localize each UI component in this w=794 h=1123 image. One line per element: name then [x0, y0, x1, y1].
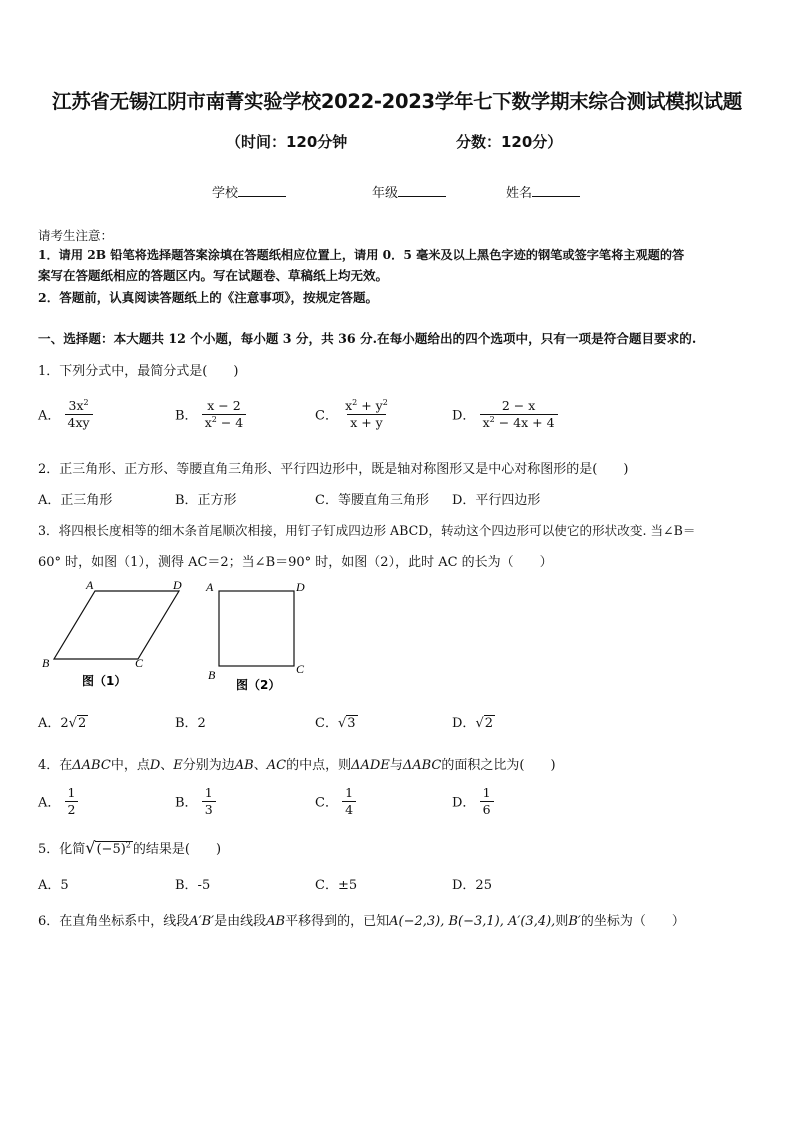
q3-option-b: B．2	[175, 716, 206, 731]
exam-time: （时间：120分钟	[226, 133, 348, 151]
fig1-label-b: B	[42, 656, 50, 670]
q1-c-num-b: + y	[357, 398, 383, 414]
school-label: 学校	[212, 186, 239, 201]
fig1-label-c: C	[135, 656, 144, 670]
q6-stem	[38, 910, 685, 929]
q3-d-label: D．	[452, 716, 476, 731]
q4-s1: 4．在	[38, 758, 73, 773]
fig1-label-d: D	[173, 578, 182, 592]
q5-sqrt-sign: √	[85, 838, 96, 857]
q2-stem: 2．正三角形、正方形、等腰直角三角形、平行四边形中，既是轴对称图形又是中心对称图形的是( )	[38, 462, 629, 477]
q1-c-fraction	[342, 398, 391, 430]
q4-point-d: D	[149, 758, 161, 773]
q3-figure-2	[200, 575, 330, 697]
q4-side-ac: AC	[266, 758, 287, 773]
q6-s3: 是由线段	[214, 914, 267, 929]
q5-option-b: B．-5	[175, 878, 211, 893]
school-blank	[238, 184, 286, 197]
q3-a-radicand: 2	[77, 716, 87, 731]
q4-c-label: C．	[315, 795, 338, 811]
q1-d-den-exp: 2	[489, 414, 495, 424]
q4-c-den: 4	[342, 801, 356, 818]
q4-s5: 、	[160, 758, 174, 773]
q5-s2: 的结果是( )	[132, 842, 222, 857]
q4-b-label: B．	[175, 795, 198, 811]
q4-a-num: 1	[67, 785, 76, 800]
q3-option-d	[452, 712, 495, 731]
notice-heading: 请考生注意：	[38, 228, 114, 243]
q1-c-num-a-exp: 2	[352, 398, 358, 407]
fig2-label-b: B	[208, 668, 216, 682]
q3-figure-1	[38, 575, 198, 695]
fig2-label-a: A	[206, 580, 214, 594]
q1-a-fraction	[65, 398, 93, 430]
q6-s9: 的坐标为（ ）	[580, 914, 685, 929]
fig1-label-a: A	[86, 578, 94, 592]
q1-c-num-b-exp: 2	[382, 398, 388, 407]
notice-line1b: 案写在答题纸相应的答题区内。写在试题卷、草稿纸上均无效。	[38, 268, 389, 283]
q3-stem-line2: 60° 时，如图（1），测得 AC＝2；当∠B＝90° 时，如图（2），此时 AC 的长为（ ）	[38, 555, 553, 570]
q5-rad-exp: 2	[125, 840, 131, 850]
q3-option-a	[38, 712, 88, 731]
q1-b-num: x − 2	[207, 398, 241, 413]
q5-option-c: C．±5	[315, 878, 358, 893]
q5-stem	[38, 838, 221, 857]
q1-b-fraction	[202, 398, 247, 430]
q6-segment-ab: AB	[266, 914, 286, 929]
q6-s1: 6．在直角坐标系中，线段	[38, 914, 190, 929]
fig2-label-d: D	[296, 580, 305, 594]
q1-d-den-a: x	[482, 414, 490, 430]
q1-d-fraction	[480, 398, 558, 430]
q1-stem: 1．下列分式中，最简分式是( )	[38, 364, 239, 379]
q1-option-c	[315, 398, 391, 430]
name-field	[506, 182, 580, 201]
q5-rad-base: (−5)	[96, 842, 126, 857]
q4-option-a	[38, 785, 78, 817]
fig2-label-c: C	[296, 662, 305, 676]
fig2-caption: 图（2）	[236, 678, 281, 692]
q3-d-sqrt-sign: √	[475, 716, 484, 731]
q2-option-a: A．正三角形	[38, 493, 113, 508]
q3-c-sqrt-sign: √	[337, 716, 347, 731]
q4-triangle-ade: ΔADE	[351, 758, 390, 773]
q3-option-c	[315, 712, 358, 731]
q4-s3: 中，点	[110, 758, 150, 773]
name-blank	[532, 184, 580, 197]
fig1-caption: 图（1）	[82, 674, 127, 688]
rhombus-shape	[54, 591, 179, 659]
q1-d-den-tail: − 4x + 4	[494, 414, 555, 430]
q5-option-d: D．25	[452, 878, 492, 893]
q4-d-den: 6	[480, 801, 494, 818]
q1-b-den-exp: 2	[211, 414, 217, 424]
grade-field	[372, 182, 446, 201]
q2-option-c: C．等腰直角三角形	[315, 493, 429, 508]
q1-d-label: D．	[452, 408, 476, 424]
q1-a-num: 3x	[68, 398, 84, 414]
q4-s13: 与	[389, 758, 403, 773]
q4-s9: 、	[253, 758, 267, 773]
q1-a-num-exp: 2	[83, 398, 89, 407]
q1-c-num-a: x	[345, 398, 353, 414]
q4-b-den: 3	[202, 801, 216, 818]
q4-side-ab: AB	[234, 758, 254, 773]
q6-s5: 平移得到的，已知	[285, 914, 390, 929]
q4-triangle-abc: ΔABC	[72, 758, 111, 773]
q4-point-e: E	[173, 758, 183, 773]
notice-line1a: 1．请用 2B 铅笔将选择题答案涂填在答题纸相应位置上，请用 0．5 毫米及以上黑色字迹的钢笔或签字笔将主观题的答	[38, 248, 685, 262]
q3-d-radicand: 2	[484, 716, 494, 731]
q4-option-d	[452, 785, 494, 817]
q1-b-den-tail: − 4	[216, 414, 244, 430]
q1-b-label: B．	[175, 408, 198, 424]
q1-a-label: A．	[38, 408, 61, 424]
q3-stem-line1: 3．将四根长度相等的细木条首尾顺次相接，用钉子钉成四边形 ABCD，转动这个四边形可以使它的形状改变. 当∠B＝	[38, 523, 696, 538]
q6-s7: 则	[555, 914, 569, 929]
q3-c-label: C．	[315, 716, 338, 731]
q5-radicand	[95, 841, 132, 857]
q5-option-a: A．5	[38, 878, 69, 893]
q4-b-num: 1	[204, 785, 213, 800]
q1-option-d	[452, 398, 558, 430]
grade-blank	[398, 184, 446, 197]
q1-a-den: 4xy	[65, 414, 93, 431]
q4-d-label: D．	[452, 795, 476, 811]
grade-label: 年级	[372, 186, 399, 201]
q6-points: A(−2,3), B(−3,1), A′(3,4),	[389, 914, 556, 929]
q5-s1: 5．化简	[38, 842, 86, 857]
exam-title: 江苏省无锡江阴市南菁实验学校2022-2023学年七下数学期末综合测试模拟试题	[52, 90, 742, 113]
q3-c-radicand: 3	[347, 716, 356, 731]
q3-a-sqrt-sign: √	[68, 716, 77, 731]
q4-a-den: 2	[65, 801, 79, 818]
q4-s7: 分别为边	[182, 758, 235, 773]
q4-c-num: 1	[345, 785, 354, 800]
q4-s11: 的中点，则	[286, 758, 352, 773]
q4-stem	[38, 754, 556, 773]
q6-b-prime: B′	[568, 914, 581, 929]
q2-option-d: D．平行四边形	[452, 493, 541, 508]
q4-option-c	[315, 785, 356, 817]
section1-heading: 一、选择题：本大题共 12 个小题，每小题 3 分，共 36 分.在每小题给出的四个选项中，只有一项是符合题目要求的.	[38, 331, 697, 346]
exam-score: 分数：120分）	[456, 133, 563, 151]
q4-d-num: 1	[482, 785, 491, 800]
school-field	[212, 182, 286, 201]
q4-triangle-abc-2: ΔABC	[402, 758, 442, 773]
name-label: 姓名	[506, 186, 533, 201]
q6-segment-a-b-prime: A′B′	[189, 914, 215, 929]
q1-option-b	[175, 398, 246, 430]
q1-option-a	[38, 398, 93, 430]
q1-b-den: x	[204, 414, 212, 430]
square-shape	[219, 591, 294, 666]
q1-d-num: 2 − x	[501, 398, 536, 413]
q1-c-den: x + y	[347, 414, 386, 431]
q4-a-label: A．	[38, 795, 61, 811]
q3-a-coef: 2	[60, 716, 69, 731]
q4-s15: 的面积之比为( )	[441, 758, 556, 773]
q2-option-b: B．正方形	[175, 493, 237, 508]
notice-line2: 2．答题前，认真阅读答题纸上的《注意事项》，按规定答题。	[38, 290, 378, 305]
q3-a-label: A．	[38, 716, 61, 731]
q1-c-label: C．	[315, 408, 338, 424]
q4-option-b	[175, 785, 216, 817]
